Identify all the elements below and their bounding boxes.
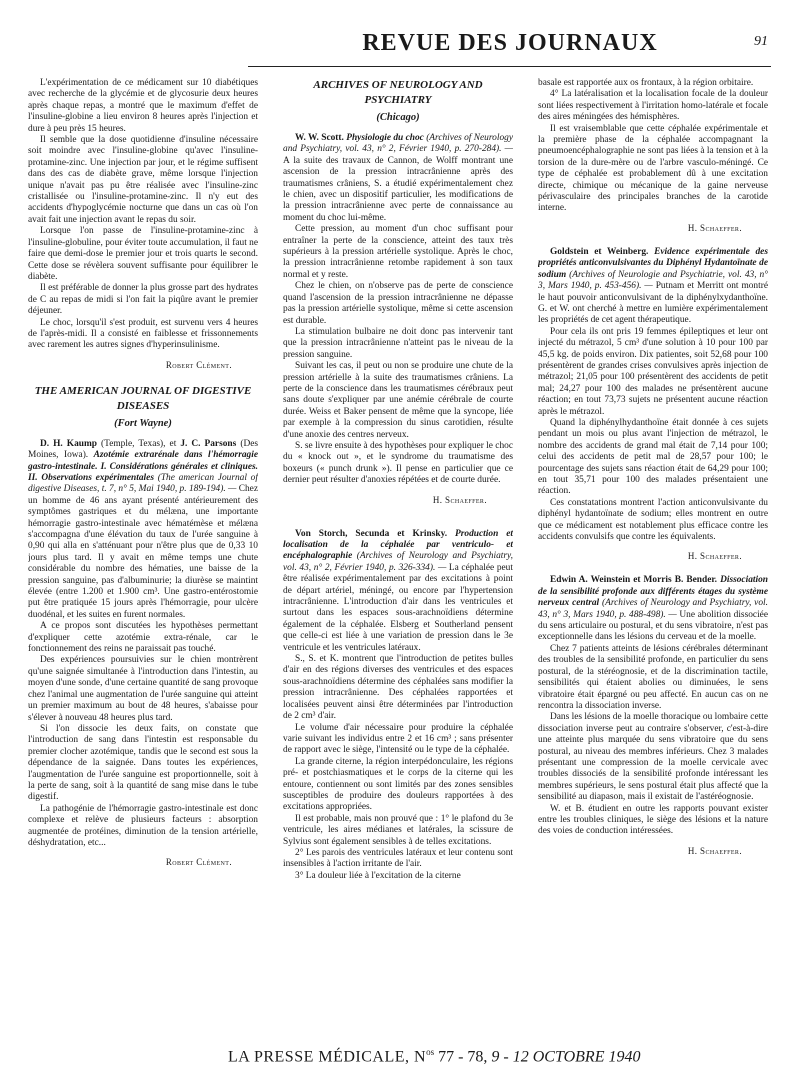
page-number: 91	[754, 34, 768, 49]
article-authors: W. W. Scott.	[295, 133, 344, 143]
article-text: Chez un homme de 46 ans ayant présenté antérieurement des symptômes gastriques et du mélæna, une importante hémorragie gastro-intestinale avec hématémèse et mélæna s'accompagna d'une élévation du taux de l'urée sanguine à 0,90 qui alla en s'atténuant pour n'être plus que de 0,33 10 jours plus tard. Il y avait en même temps une chute considérable du nombre des hématies, une baisse de la pression sanguine, pas d'albuminurie; la diurèse se maintint élevée (entre 1.200 et 1.900 cm³. Une gastro-entérostomie put être pratiquée 15 jours après l'hémorragie, pour ulcère duodénal, et les suites en furent normales.	[28, 484, 258, 620]
article-title: Production et localisation de la céphalée par ventriculo- et encéphalographie	[283, 528, 513, 562]
column-3	[538, 78, 768, 1048]
signature: Robert Clément.	[165, 359, 232, 370]
paragraph: Chez le chien, on n'observe pas de perte de conscience quand l'ascension de la pression intracrânienne ne dépasse pas la pression artérielle systolique, même si cette ascension est durable.	[283, 281, 513, 326]
article-authors: Von Storch, Secunda et Krinsky.	[295, 528, 448, 539]
page-footer	[228, 1047, 788, 1069]
paragraph: A ce propos sont discutées les hypothèses permettant d'expliquer cette azotémie extra-rénale, car le fonctionnement des reins ne paraissait pas touché.	[28, 621, 258, 655]
publication-name: LA PRESSE MÉDICALE, N	[228, 1048, 427, 1066]
paragraph: La stimulation bulbaire ne doit donc pas intervenir tant que la pression intracrânienne n'atteint pas le niveau de la pression sanguine.	[283, 326, 513, 360]
paragraph: Dans les lésions de la moelle thoracique ou lombaire cette dissociation inverse peut au contraire s'observer, c'est-à-dire une atteinte plus marquée du sens vibratoire que du sens postural, au niveau des membres inférieurs. Chez 3 malades présentant une compression de la moelle cervicale avec troubles dissociés de la sensibilité profonde intéressant les membres supérieurs, le sens postural était plus affecté que la sensibilité au diapason, mais il existait de l'astéréognosie.	[538, 712, 768, 803]
article-authors: Edwin A. Weinstein et Morris B. Bender.	[550, 575, 718, 586]
paragraph: S. se livre ensuite à des hypothèses pour expliquer le choc du « knock out », et le syndrome du traumatisme des boxeurs (« punch drunk »). Il pense en particulier que ce dernier peut résulter d'anoxies répétées et de courte durée.	[283, 440, 513, 486]
article-reference: (Archives of Neurologie and Psychiatrie, vol. 43, n° 3, Mars 1940, p. 453-456). —	[538, 269, 768, 292]
paragraph: Suivant les cas, il peut ou non se produire une chute de la pression artérielle à la suite des traumatismes crâniens. La perte de la conscience dans les traumatismes cérébraux peut sans doute s'expliquer par une anémie cérébrale de courte durée. Weiss et Baker pensent de même que la syncope, liée par exemple à la compression du sinus carotidien, résulte d'une anoxie des centres nerveux.	[283, 361, 513, 440]
paragraph: Chez 7 patients atteints de lésions cérébrales déterminant des troubles de la sensibilité profonde, en particulier du sens postural, de la stéréognosie, et de la discrimination tactile, sensibilités qui étaient abolies ou diminuées, le sens vibratoire était épargné ou peu affecté. En aucun cas on ne rencontra la dissociation inverse.	[538, 643, 768, 711]
article-text: La céphalée peut être réalisée expérimentalement par des excitations à point de départ artériel, méningé, ou encore par l'hypertension intracrânienne. L'introduction d'air dans les ventricules et surtout dans les espaces sous-arachnoïdiens détermine également de la céphalée. Elsberg et Southerland pensent que celle-ci est liée à une variation de pression dans le 3e ventricule et les ventricules latéraux.	[283, 562, 513, 653]
journal-city: (Chicago)	[376, 112, 420, 123]
number-label: os	[426, 1047, 435, 1057]
article-reference: (Archives of Neurology and Psychiatry, vol. 43, n° 2, Février 1940, p. 326-334). —	[283, 551, 513, 573]
article-title: Azotémie extrarénale dans l'hémorragie gastro-intestinale. I. Considérations générales et cliniques. II. Observations expérimentales	[28, 450, 258, 483]
signature: H. Schaeffer.	[432, 494, 487, 505]
article-authors: D. H. Kaump	[40, 438, 98, 449]
signature: Robert Clément.	[165, 857, 232, 868]
author-affiliation: (Des Moines, Iowa).	[28, 438, 258, 461]
page-title: REVUE DES JOURNAUX	[362, 30, 658, 56]
page-header	[250, 30, 770, 64]
paragraph: Quand la diphénylhydanthoïne était donnée à ces sujets pendant un mois ou plus avant l'injection de métrazol, le nombre des accidents de grand mal était de 7,14 pour 100; celui des accidents de petit mal de 28,57 pour 100; le pourcentage des sujets sans réaction était de 64,29 pour 100; en tout 35,71 pour 100 des malades présentaient une réaction.	[538, 417, 768, 497]
paragraph: S., S. et K. montrent que l'introduction de petites bulles d'air en des régions diverses des ventricules et des espaces sous-arachnoïdiens détermine des céphalées sans modifier la pression intracrânienne. Des céphalées rapportées et localisées peuvent ainsi être déterminées par l'introduction de 2 cm³ d'air.	[283, 654, 513, 722]
article-abstract	[538, 247, 768, 327]
paragraph: W. et B. étudient en outre les rapports pouvant exister entre les troubles cliniques, le siège des lésions et la nature des voies de conduction intéressées.	[538, 803, 768, 837]
paragraph: 4° La latéralisation et la localisation focale de la douleur sont liées respectivement à l'irritation homo-latérale et focale des aires méningées des hémisphères.	[538, 89, 768, 123]
paragraph: Des expériences poursuivies sur le chien montrèrent qu'une saignée simultanée à l'introduction dans l'intestin, au moyen d'une sonde, d'une certaine quantité de sang provoque chez l'animal une augmentation de l'urée sanguine qui atteint un premier maximum au bout de 48 heures, s'abaisse pour s'élever à nouveau 48 heures plus tard.	[28, 655, 258, 723]
signature: H. Schaeffer.	[687, 551, 742, 562]
paragraph: basale est rapportée aux os frontaux, à la région orbitaire.	[538, 78, 754, 88]
article-text: Une abolition dissociée du sens articulaire ou postural, et du sens vibratoire, n'est pas exceptionnelle dans les lésions du cerveau et de la moelle.	[538, 609, 768, 643]
column-1	[28, 78, 258, 1048]
article-abstract	[28, 439, 258, 622]
article-reference: (Archives of Neurology and Psychiatry, vol. 43, n° 3, Mars 1940, p. 488-498). —	[538, 598, 768, 620]
paragraph: 3° La douleur liée à l'excitation de la citerne	[295, 870, 461, 881]
article-title: Dissociation de la sensibilité profonde aux différents étages du système nerveux central	[538, 575, 768, 609]
paragraph: Pour cela ils ont pris 19 femmes épileptiques et leur ont injecté du métrazol, 5 cm³ d'une solution à 10 pour 100 par 45,5 kg. de poids environ. Dix patientes, soit 52,68 pour 100 présentèrent de grandes crises convulsives après injection de métrazol; 21,05 pour 100 présentèrent des accidents de petit mal; 24,27 pour 100 des malades ne présentèrent aucune réaction; en tout 73,73 sujets ne présentent aucune réaction après le métrazol.	[538, 326, 768, 417]
paragraph: Le volume d'air nécessaire pour produire la céphalée varie suivant les individus entre 2 et 16 cm³ ; sans présenter de rapport avec le siège, l'intensité ou le type de la céphalée.	[283, 722, 513, 756]
journal-heading: THE AMERICAN JOURNAL OF DIGESTIVE DISEASES	[34, 384, 252, 412]
paragraph: Il est vraisemblable que cette céphalée expérimentale et la première phase de la céphalée accompagnant la pneumoencéphalographie ne sont pas liées à la tension et à la torsion de la dure-mère ou de l'arbre vasculo-méningé. Ce type de céphalée est probablement dû à une excitation directe, chimique ou mécanique de la gaine nerveuse périvasculaire des principales branches de la carotide interne.	[538, 123, 768, 214]
article-abstract	[283, 133, 513, 224]
paragraph: Le choc, lorsqu'il s'est produit, est survenu vers 4 heures de l'après-midi. Il a consisté en faiblesse et frissonnements avec rarement les autres signes d'hyperinsulinisme.	[28, 317, 258, 351]
paragraph: Si l'on dissocie les deux faits, on constate que l'introduction de sang dans l'intestin est responsable du premier clocher azotémique, tandis que le second est sous la dépendance de la saignée. Dans toutes les expériences, l'augmentation de l'urée sanguine est proportionnelle, soit à la perte de sang, soit à la quantité de sang mise dans le tube digestif.	[28, 723, 258, 803]
signature: H. Schaeffer.	[687, 845, 742, 856]
journal-heading: ARCHIVES OF NEUROLOGY AND PSYCHIATRY	[313, 79, 483, 106]
article-abstract	[283, 529, 513, 654]
article-abstract	[538, 575, 768, 643]
author-affiliation: (Temple, Texas), et	[97, 438, 181, 449]
journal-city: (Fort Wayne)	[114, 417, 172, 429]
article-text: A la suite des travaux de Cannon, de Wolff montrant une ascension de la pression intracrânienne après des traumatismes crâniens, S. a étudié expérimentalement chez le chien, avec un dispositif particulier, les modifications de la pression intracrânienne avec perte de connaissance au moment du choc lui-même.	[283, 155, 513, 223]
paragraph: Il est préférable de donner la plus grosse part des hydrates de C au repas de midi si l'on fait la piqûre avant le premier déjeuner.	[28, 283, 258, 317]
article-authors: J. C. Parsons	[180, 438, 237, 449]
paragraph: La grande citerne, la région interpédonculaire, les régions pré- et postchiasmatiques et le corps de la citerne qui les entoure, contiennent ou sont limités par des zones sensibles susceptibles de produire des douleurs rapportées à des excitations appropriées.	[283, 756, 513, 813]
article-title: Physiologie du choc	[343, 133, 424, 143]
paragraph: 2° Les parois des ventricules latéraux et leur contenu sont insensibles à l'action irritante de l'air.	[283, 847, 513, 870]
paragraph: L'expérimentation de ce médicament sur 10 diabétiques avec recherche de la glycémie et de glycosurie deux heures après chaque repas, a montré que le maximum d'effet de l'insuline-globine a lieu environ 8 heures après l'injection et dure à peu près 15 heures.	[28, 78, 258, 134]
issue-date: 9 - 12 OCTOBRE 1940	[491, 1048, 641, 1066]
paragraph: Ces constatations montrent l'action anticonvulsivante du diphényl hydantoïnate de sodium; elles montrent en outre que ce médicament est notablement plus efficace contre les accidents convulsifs que contre les équivalents.	[538, 497, 768, 543]
paragraph: Il semble que la dose quotidienne d'insuline nécessaire soit moindre avec l'insuline-globine qu'avec l'insuline-protamine-zinc. Une injection par jour, et le régime suffisent dans des cas de diabète grave, même lorsque l'injection unique n'avait pas pu être réalisée avec l'insuline-zinc cristallisée ou l'insuline-protamine-zinc. Il n'y eut des accidents d'hypoglycémie nocturne que dans un cas où l'on avait fait une injection avant le repas du soir.	[28, 135, 258, 225]
header-rule	[248, 66, 771, 67]
article-reference: (Archives of Neurology and Psychiatry, vol. 43, n° 2, Février 1940, p. 270-284). —	[283, 133, 513, 155]
signature: H. Schaeffer.	[687, 222, 742, 233]
paragraph: Cette pression, au moment d'un choc suffisant pour entraîner la perte de la conscience, atteint des taux très supérieurs à la pression artérielle systolique. Après le choc, la pression intracrânienne retombe rapidement à son taux normal et y reste.	[283, 224, 513, 280]
issue-number: 77 - 78,	[434, 1048, 492, 1066]
paragraph: Il est probable, mais non prouvé que : 1° le plafond du 3e ventricule, les aires médianes et latérales, la scissure de Sylvius sont également sensibles à de telles excitations.	[283, 813, 513, 847]
article-reference: (The american Journal of digestive Diseases, t. 7, n° 5, Mai 1940, p. 189-194). —	[28, 472, 258, 495]
column-2	[283, 78, 513, 1048]
article-authors: Goldstein et Weinberg.	[550, 246, 649, 257]
article-title: Evidence expérimentale des propriétés anticonvulsivantes du Diphényl Hydantoïnate de sodium	[538, 246, 768, 280]
paragraph: La pathogénie de l'hémorragie gastro-intestinale est donc complexe et relève de plusieurs facteurs : absorption augmentée de protéines, diminution de la tension artérielle, déshydratation, etc...	[28, 803, 258, 848]
article-text: Putnam et Merritt ont montré le haut pouvoir anticonvulsivant de la diphénylxydanthoïne. G. et W. ont cherché à mettre en lumière expérimentalement les propriétés de cet agent thérapeutique.	[538, 281, 768, 326]
paragraph: Lorsque l'on passe de l'insuline-protamine-zinc à l'insuline-globuline, pour éviter toute accumulation, il faut ne faire que demi-dose le premier jour et trois quarts le second. Cette dose se révèlera souvent suffisante pour équilibrer le diabète.	[28, 226, 258, 282]
